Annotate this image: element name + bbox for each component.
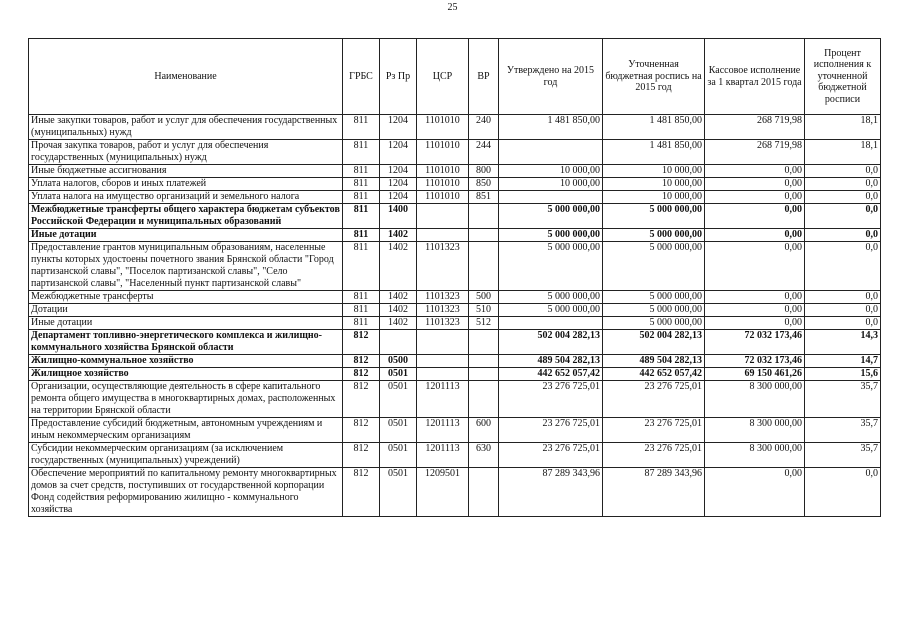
cell-rzpr: 0501 bbox=[380, 381, 417, 418]
table-row bbox=[29, 191, 881, 204]
table-row bbox=[29, 140, 881, 165]
cell-percent: 14,7 bbox=[805, 355, 881, 368]
header-percent: Процент исполнения к уточненной бюджетной росписи bbox=[805, 39, 881, 115]
cell-grbs: 811 bbox=[343, 242, 380, 291]
cell-rzpr: 1402 bbox=[380, 317, 417, 330]
cell-rzpr: 1204 bbox=[380, 178, 417, 191]
cell-grbs: 811 bbox=[343, 191, 380, 204]
cell-percent: 35,7 bbox=[805, 443, 881, 468]
cell-name: Жилищно-коммунальное хозяйство bbox=[29, 355, 343, 368]
cell-cash: 0,00 bbox=[705, 165, 805, 178]
cell-name: Межбюджетные трансферты bbox=[29, 291, 343, 304]
cell-vr: 851 bbox=[469, 191, 499, 204]
table-row bbox=[29, 317, 881, 330]
cell-percent: 18,1 bbox=[805, 115, 881, 140]
cell-name: Иные дотации bbox=[29, 229, 343, 242]
cell-grbs: 812 bbox=[343, 355, 380, 368]
cell-percent: 35,7 bbox=[805, 381, 881, 418]
cell-name: Уплата налогов, сборов и иных платежей bbox=[29, 178, 343, 191]
cell-rzpr: 1204 bbox=[380, 165, 417, 178]
cell-vr bbox=[469, 381, 499, 418]
cell-csr: 1101010 bbox=[417, 191, 469, 204]
cell-name: Организации, осуществляющие деятельность в сфере капитального ремонта общего имущества в многоквартирных домах, расположенных на территории Брянской области bbox=[29, 381, 343, 418]
cell-percent: 0,0 bbox=[805, 191, 881, 204]
cell-csr: 1209501 bbox=[417, 468, 469, 517]
cell-refined: 87 289 343,96 bbox=[603, 468, 705, 517]
cell-csr: 1101010 bbox=[417, 178, 469, 191]
cell-rzpr: 0501 bbox=[380, 418, 417, 443]
cell-approved: 5 000 000,00 bbox=[499, 291, 603, 304]
cell-grbs: 811 bbox=[343, 304, 380, 317]
cell-approved: 87 289 343,96 bbox=[499, 468, 603, 517]
table-row bbox=[29, 304, 881, 317]
cell-refined: 10 000,00 bbox=[603, 191, 705, 204]
table-row bbox=[29, 418, 881, 443]
cell-name: Иные дотации bbox=[29, 317, 343, 330]
cell-rzpr: 0500 bbox=[380, 355, 417, 368]
cell-rzpr: 1402 bbox=[380, 291, 417, 304]
cell-percent: 15,6 bbox=[805, 368, 881, 381]
table-row bbox=[29, 204, 881, 229]
cell-rzpr bbox=[380, 330, 417, 355]
cell-rzpr: 1402 bbox=[380, 304, 417, 317]
cell-csr: 1101323 bbox=[417, 317, 469, 330]
cell-csr bbox=[417, 204, 469, 229]
cell-vr: 510 bbox=[469, 304, 499, 317]
cell-csr bbox=[417, 368, 469, 381]
cell-grbs: 811 bbox=[343, 140, 380, 165]
cell-cash: 8 300 000,00 bbox=[705, 418, 805, 443]
cell-grbs: 811 bbox=[343, 204, 380, 229]
cell-vr: 800 bbox=[469, 165, 499, 178]
cell-name: Обеспечение мероприятий по капитальному ремонту многоквартирных домов за счет средств, поступивших от государственной корпорации Фонд содействия реформированию жилищно - коммунального хозяйства bbox=[29, 468, 343, 517]
cell-percent: 0,0 bbox=[805, 204, 881, 229]
cell-vr: 850 bbox=[469, 178, 499, 191]
cell-csr bbox=[417, 355, 469, 368]
cell-vr: 630 bbox=[469, 443, 499, 468]
cell-csr: 1201113 bbox=[417, 381, 469, 418]
cell-name: Иные бюджетные ассигнования bbox=[29, 165, 343, 178]
cell-percent: 0,0 bbox=[805, 317, 881, 330]
cell-refined: 5 000 000,00 bbox=[603, 204, 705, 229]
cell-refined: 5 000 000,00 bbox=[603, 304, 705, 317]
cell-grbs: 811 bbox=[343, 291, 380, 304]
cell-cash: 0,00 bbox=[705, 291, 805, 304]
cell-refined: 5 000 000,00 bbox=[603, 317, 705, 330]
cell-vr bbox=[469, 204, 499, 229]
cell-csr: 1201113 bbox=[417, 443, 469, 468]
cell-refined: 442 652 057,42 bbox=[603, 368, 705, 381]
cell-name: Субсидии некоммерческим организациям (за исключением государственных (муниципальных) учреждений) bbox=[29, 443, 343, 468]
cell-csr: 1201113 bbox=[417, 418, 469, 443]
page-number: 25 bbox=[447, 2, 458, 13]
cell-name: Иные закупки товаров, работ и услуг для обеспечения государственных (муниципальных) нужд bbox=[29, 115, 343, 140]
cell-grbs: 811 bbox=[343, 165, 380, 178]
cell-grbs: 811 bbox=[343, 317, 380, 330]
cell-name: Прочая закупка товаров, работ и услуг для обеспечения государственных (муниципальных) нужд bbox=[29, 140, 343, 165]
cell-rzpr: 0501 bbox=[380, 468, 417, 517]
cell-csr: 1101323 bbox=[417, 291, 469, 304]
cell-name: Межбюджетные трансферты общего характера бюджетам субъектов Российской Федерации и муниципальных образований bbox=[29, 204, 343, 229]
cell-vr bbox=[469, 355, 499, 368]
cell-rzpr: 1204 bbox=[380, 191, 417, 204]
table-row bbox=[29, 330, 881, 355]
table-row bbox=[29, 381, 881, 418]
cell-approved: 5 000 000,00 bbox=[499, 204, 603, 229]
cell-vr bbox=[469, 229, 499, 242]
cell-percent: 0,0 bbox=[805, 468, 881, 517]
cell-name: Предоставление субсидий бюджетным, автономным учреждениям и иным некоммерческим организациям bbox=[29, 418, 343, 443]
cell-csr: 1101323 bbox=[417, 242, 469, 291]
cell-cash: 69 150 461,26 bbox=[705, 368, 805, 381]
cell-csr bbox=[417, 330, 469, 355]
cell-cash: 268 719,98 bbox=[705, 140, 805, 165]
header-vr: ВР bbox=[469, 39, 499, 115]
table-row bbox=[29, 291, 881, 304]
cell-approved: 23 276 725,01 bbox=[499, 418, 603, 443]
header-cash: Кассовое исполнение за 1 квартал 2015 года bbox=[705, 39, 805, 115]
cell-rzpr: 1204 bbox=[380, 115, 417, 140]
cell-rzpr: 1400 bbox=[380, 204, 417, 229]
cell-approved: 23 276 725,01 bbox=[499, 381, 603, 418]
cell-csr bbox=[417, 229, 469, 242]
cell-refined: 5 000 000,00 bbox=[603, 242, 705, 291]
cell-approved bbox=[499, 140, 603, 165]
cell-vr: 512 bbox=[469, 317, 499, 330]
cell-vr: 240 bbox=[469, 115, 499, 140]
budget-table bbox=[28, 38, 881, 517]
cell-approved: 1 481 850,00 bbox=[499, 115, 603, 140]
cell-cash: 8 300 000,00 bbox=[705, 443, 805, 468]
cell-grbs: 812 bbox=[343, 368, 380, 381]
cell-vr bbox=[469, 330, 499, 355]
cell-refined: 23 276 725,01 bbox=[603, 443, 705, 468]
header-grbs: ГРБС bbox=[343, 39, 380, 115]
cell-approved: 10 000,00 bbox=[499, 178, 603, 191]
table-row bbox=[29, 115, 881, 140]
cell-refined: 10 000,00 bbox=[603, 178, 705, 191]
cell-vr: 244 bbox=[469, 140, 499, 165]
cell-csr: 1101010 bbox=[417, 140, 469, 165]
cell-refined: 5 000 000,00 bbox=[603, 229, 705, 242]
table-row bbox=[29, 229, 881, 242]
cell-vr bbox=[469, 368, 499, 381]
cell-name: Дотации bbox=[29, 304, 343, 317]
cell-vr: 600 bbox=[469, 418, 499, 443]
cell-approved: 5 000 000,00 bbox=[499, 229, 603, 242]
cell-csr: 1101010 bbox=[417, 115, 469, 140]
cell-refined: 502 004 282,13 bbox=[603, 330, 705, 355]
cell-csr: 1101010 bbox=[417, 165, 469, 178]
cell-cash: 0,00 bbox=[705, 178, 805, 191]
cell-refined: 5 000 000,00 bbox=[603, 291, 705, 304]
cell-cash: 0,00 bbox=[705, 317, 805, 330]
cell-grbs: 811 bbox=[343, 178, 380, 191]
table-row bbox=[29, 242, 881, 291]
header-rzpr: Рз Пр bbox=[380, 39, 417, 115]
cell-rzpr: 1402 bbox=[380, 242, 417, 291]
cell-rzpr: 1204 bbox=[380, 140, 417, 165]
cell-approved: 23 276 725,01 bbox=[499, 443, 603, 468]
cell-csr: 1101323 bbox=[417, 304, 469, 317]
table-row bbox=[29, 368, 881, 381]
cell-percent: 18,1 bbox=[805, 140, 881, 165]
cell-cash: 0,00 bbox=[705, 204, 805, 229]
cell-cash: 0,00 bbox=[705, 468, 805, 517]
cell-grbs: 812 bbox=[343, 330, 380, 355]
header-refined: Уточненная бюджетная роспись на 2015 год bbox=[603, 39, 705, 115]
cell-percent: 0,0 bbox=[805, 229, 881, 242]
header-name: Наименование bbox=[29, 39, 343, 115]
table-row bbox=[29, 468, 881, 517]
cell-percent: 35,7 bbox=[805, 418, 881, 443]
cell-refined: 489 504 282,13 bbox=[603, 355, 705, 368]
cell-cash: 0,00 bbox=[705, 242, 805, 291]
cell-cash: 0,00 bbox=[705, 229, 805, 242]
cell-cash: 72 032 173,46 bbox=[705, 330, 805, 355]
cell-approved bbox=[499, 191, 603, 204]
cell-grbs: 811 bbox=[343, 229, 380, 242]
cell-refined: 23 276 725,01 bbox=[603, 418, 705, 443]
cell-percent: 0,0 bbox=[805, 304, 881, 317]
cell-name: Уплата налога на имущество организаций и земельного налога bbox=[29, 191, 343, 204]
cell-rzpr: 0501 bbox=[380, 368, 417, 381]
cell-approved: 502 004 282,13 bbox=[499, 330, 603, 355]
cell-grbs: 812 bbox=[343, 381, 380, 418]
cell-grbs: 811 bbox=[343, 115, 380, 140]
cell-approved: 10 000,00 bbox=[499, 165, 603, 178]
cell-cash: 8 300 000,00 bbox=[705, 381, 805, 418]
cell-name: Предоставление грантов муниципальным образованиям, населенные пункты которых удостоены почетного звания Брянской области "Город партизанской славы", "Поселок партизанской славы", "Село партизанской славы", "Населенный пункт партизанской славы" bbox=[29, 242, 343, 291]
cell-vr bbox=[469, 242, 499, 291]
cell-refined: 1 481 850,00 bbox=[603, 115, 705, 140]
table-body bbox=[29, 115, 881, 517]
cell-name: Жилищное хозяйство bbox=[29, 368, 343, 381]
cell-percent: 0,0 bbox=[805, 291, 881, 304]
cell-cash: 0,00 bbox=[705, 191, 805, 204]
header-approved: Утверждено на 2015 год bbox=[499, 39, 603, 115]
cell-approved: 5 000 000,00 bbox=[499, 304, 603, 317]
cell-rzpr: 0501 bbox=[380, 443, 417, 468]
cell-grbs: 812 bbox=[343, 468, 380, 517]
cell-refined: 23 276 725,01 bbox=[603, 381, 705, 418]
cell-refined: 1 481 850,00 bbox=[603, 140, 705, 165]
cell-vr bbox=[469, 468, 499, 517]
cell-refined: 10 000,00 bbox=[603, 165, 705, 178]
cell-name: Департамент топливно-энергетического комплекса и жилищно-коммунального хозяйства Брянской области bbox=[29, 330, 343, 355]
cell-cash: 0,00 bbox=[705, 304, 805, 317]
cell-grbs: 812 bbox=[343, 443, 380, 468]
cell-percent: 0,0 bbox=[805, 242, 881, 291]
cell-cash: 268 719,98 bbox=[705, 115, 805, 140]
cell-rzpr: 1402 bbox=[380, 229, 417, 242]
cell-grbs: 812 bbox=[343, 418, 380, 443]
cell-percent: 14,3 bbox=[805, 330, 881, 355]
table-row bbox=[29, 165, 881, 178]
cell-approved bbox=[499, 317, 603, 330]
table-row bbox=[29, 443, 881, 468]
cell-approved: 442 652 057,42 bbox=[499, 368, 603, 381]
cell-approved: 489 504 282,13 bbox=[499, 355, 603, 368]
table-header-row bbox=[29, 39, 881, 115]
header-csr: ЦСР bbox=[417, 39, 469, 115]
cell-cash: 72 032 173,46 bbox=[705, 355, 805, 368]
cell-vr: 500 bbox=[469, 291, 499, 304]
table-row bbox=[29, 355, 881, 368]
cell-approved: 5 000 000,00 bbox=[499, 242, 603, 291]
table-row bbox=[29, 178, 881, 191]
cell-percent: 0,0 bbox=[805, 165, 881, 178]
cell-percent: 0,0 bbox=[805, 178, 881, 191]
